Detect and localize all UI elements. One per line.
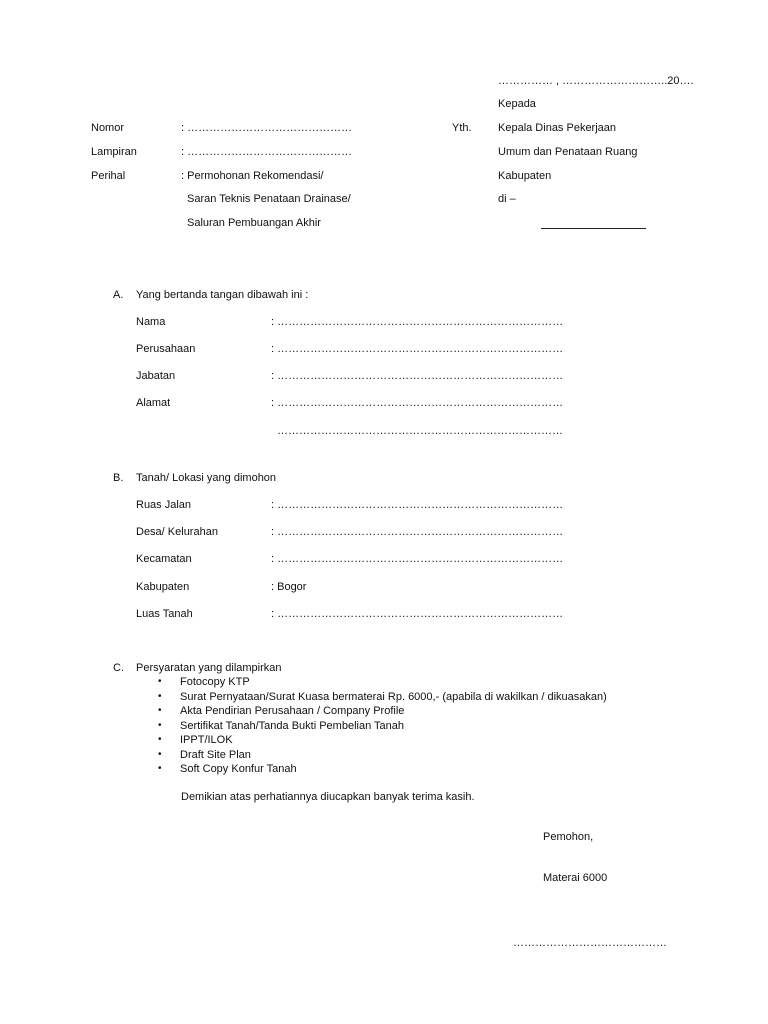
- field-label-kecamatan: Kecamatan: [136, 553, 192, 565]
- field-label-nama: Nama: [136, 316, 166, 328]
- field-value-luas-tanah: : ……………………………………………………………………: [271, 608, 564, 620]
- list-item: [158, 675, 607, 690]
- list-item: [158, 704, 607, 719]
- section-c-title: Persyaratan yang dilampirkan: [136, 662, 282, 674]
- pemohon-label: Pemohon,: [543, 831, 594, 843]
- field-value-alamat-extra: ……………………………………………………………………: [277, 425, 563, 437]
- field-value-ruas-jalan: : ……………………………………………………………………: [271, 499, 564, 511]
- field-value-perusahaan: : ……………………………………………………………………: [271, 343, 564, 355]
- list-item: [158, 719, 607, 734]
- list-item: [158, 748, 607, 763]
- bullet-icon: •: [158, 690, 162, 702]
- requirement-text: Draft Site Plan: [180, 748, 251, 761]
- bullet-icon: •: [158, 734, 162, 745]
- signature-name-line: ……………………………………: [513, 937, 667, 949]
- requirement-text: IPPT/ILOK: [180, 734, 233, 746]
- nomor-label: Nomor: [91, 122, 125, 134]
- perihal-line-3: Saluran Pembuangan Akhir: [187, 217, 321, 229]
- bullet-icon: •: [158, 748, 162, 760]
- materai-label: Materai 6000: [543, 872, 608, 884]
- addressee-line-3: Kabupaten: [498, 170, 552, 182]
- bullet-icon: •: [158, 719, 162, 731]
- section-a-marker: A.: [113, 289, 124, 301]
- perihal-line-1: : Permohonan Rekomendasi/: [181, 170, 324, 182]
- field-label-ruas-jalan: Ruas Jalan: [136, 499, 192, 511]
- requirement-text: Surat Pernyataan/Surat Kuasa bermaterai Rp. 6000,- (apabila di wakilkan / dikuasakan): [180, 690, 607, 703]
- perihal-line-2: Saran Teknis Penataan Drainase/: [187, 193, 351, 205]
- bullet-icon: •: [158, 763, 162, 774]
- field-value-jabatan: : ……………………………………………………………………: [271, 370, 564, 382]
- bullet-icon: •: [158, 705, 162, 716]
- bullet-icon: •: [158, 676, 162, 687]
- field-label-perusahaan: Perusahaan: [136, 343, 196, 355]
- field-value-kabupaten: : Bogor: [271, 581, 307, 593]
- lampiran-label: Lampiran: [91, 146, 137, 158]
- closing-statement: Demikian atas perhatiannya diucapkan banyak terima kasih.: [181, 791, 475, 803]
- requirement-text: Soft Copy Konfur Tanah: [180, 763, 297, 775]
- list-item: [158, 733, 607, 748]
- field-label-jabatan: Jabatan: [136, 370, 176, 382]
- perihal-label: Perihal: [91, 170, 126, 182]
- list-item: [158, 762, 607, 777]
- section-a-title: Yang bertanda tangan dibawah ini :: [136, 289, 309, 301]
- addressee-line-2: Umum dan Penataan Ruang: [498, 146, 638, 158]
- field-value-kecamatan: : ……………………………………………………………………: [271, 553, 564, 565]
- field-label-kabupaten: Kabupaten: [136, 581, 190, 593]
- requirement-text: Akta Pendirian Perusahaan / Company Profile: [180, 705, 405, 717]
- kepada-label: Kepada: [498, 98, 536, 110]
- field-value-nama: : ……………………………………………………………………: [271, 316, 564, 328]
- field-label-alamat: Alamat: [136, 397, 171, 409]
- section-b-marker: B.: [113, 472, 124, 484]
- addressee-line-4: di –: [498, 193, 516, 205]
- requirement-text: Fotocopy KTP: [180, 676, 250, 688]
- field-value-desa-kelurahan: : ……………………………………………………………………: [271, 526, 564, 538]
- section-c-marker: C.: [113, 662, 124, 674]
- field-value-alamat: : ……………………………………………………………………: [271, 397, 564, 409]
- section-b-title: Tanah/ Lokasi yang dimohon: [136, 472, 277, 484]
- lampiran-value: : ………………………………………: [181, 146, 353, 158]
- nomor-value: : ………………………………………: [181, 122, 353, 134]
- addressee-line-1: Kepala Dinas Pekerjaan: [498, 122, 617, 134]
- requirements-list: [158, 675, 607, 777]
- field-label-desa-kelurahan: Desa/ Kelurahan: [136, 526, 218, 538]
- yth-label: Yth.: [452, 122, 472, 134]
- addressee-location-underline: [541, 228, 646, 229]
- list-item: [158, 690, 607, 705]
- requirement-text: Sertifikat Tanah/Tanda Bukti Pembelian Tanah: [180, 719, 405, 732]
- date-line: …………… , ………………………..20….: [498, 75, 694, 87]
- field-label-luas-tanah: Luas Tanah: [136, 608, 193, 620]
